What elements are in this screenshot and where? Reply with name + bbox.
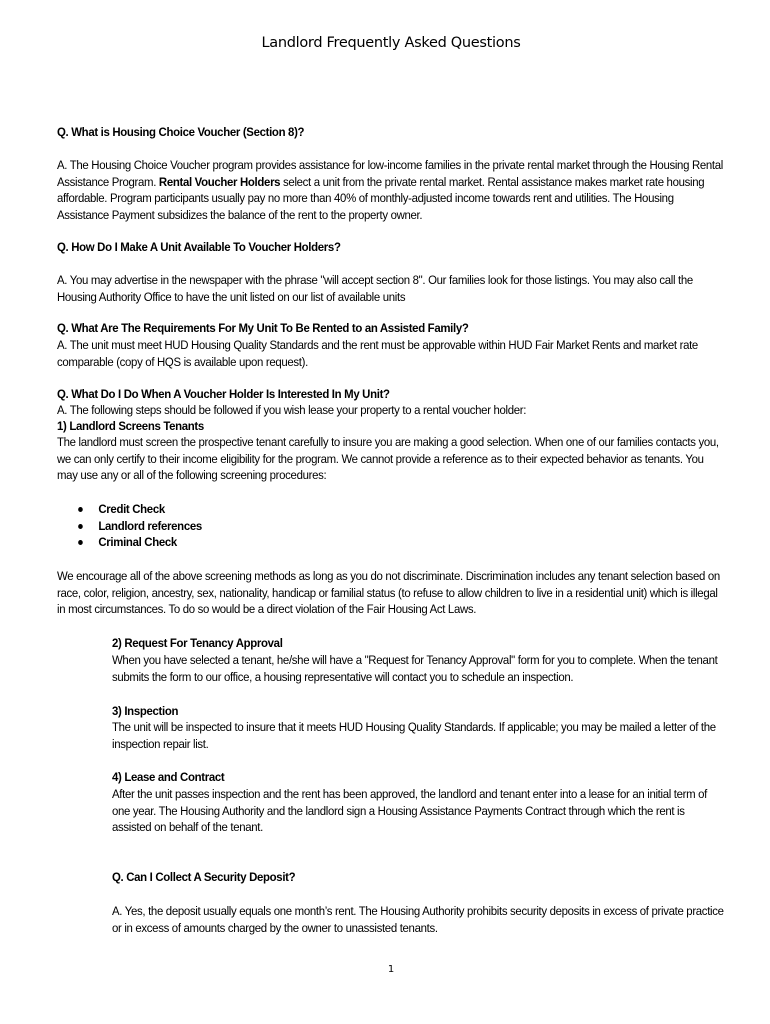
step4-heading: 4) Lease and Contract [112, 770, 225, 784]
list-item: Credit Check [57, 501, 725, 518]
q5-answer: A. Yes, the deposit usually equals one month’s rent. The Housing Authority prohibits security deposits in excess of private practice or in excess of amounts charged by the owner to unassisted tenants. [112, 904, 724, 935]
list-item: Landlord references [57, 518, 725, 535]
step3-text: The unit will be inspected to insure that it meets HUD Housing Quality Standards. If applicable; you may be mailed a letter of the inspection repair list. [112, 720, 716, 751]
step2-heading: 2) Request For Tenancy Approval [112, 636, 283, 650]
q4-answer-intro: A. The following steps should be followed if you wish lease your property to a rental voucher holder: [57, 403, 527, 417]
q4-question: Q. What Do I Do When A Voucher Holder Is Interested In My Unit? [57, 387, 390, 401]
encourage-paragraph: We encourage all of the above screening methods as long as you do not discriminate. Discrimination includes any tenant selection based on race, color, religion, ancestry, sex, nationality, handicap or familial status (to refuse to allow children to live in a residential unit) which is illegal in most circumstances. To do so would be a direct violation of the Fair Housing Act Laws. [57, 569, 720, 616]
step3-heading: 3) Inspection [112, 704, 179, 718]
rental-voucher-holders-term: Rental Voucher Holders [158, 174, 281, 189]
q2-answer: A. You may advertise in the newspaper with the phrase "will accept section 8". Our families look for those listings. You may also call the Housing Authority Office to have the unit listed on our list of available units [57, 273, 693, 304]
screening-list [57, 501, 725, 551]
q3-question: Q. What Are The Requirements For My Unit To Be Rented to an Assisted Family? [57, 321, 469, 335]
page-number: 1 [387, 964, 395, 975]
page-title: Landlord Frequently Asked Questions [261, 35, 521, 51]
q1-question: Q. What is Housing Choice Voucher (Section 8)? [57, 125, 305, 139]
q5-question: Q. Can I Collect A Security Deposit? [112, 870, 296, 884]
step1-text: The landlord must screen the prospective tenant carefully to insure you are making a good selection. When one of our families contacts you, we can only certify to their income eligibility for the program. We cannot provide a reference as to their expected behavior as tenants. You may use any or all of the following screening procedures: [57, 435, 719, 482]
q1-answer: A. The Housing Choice Voucher program provides assistance for low-income families in the private rental market through the Housing Rental Assistance Program. Rental Voucher Holders select a unit from the private rental market. Rental assistance makes market rate housing affordable. Program participants usually pay no more than 40% of monthly-adjusted income towards rent and utilities. The Housing Assistance Payment subsidizes the balance of the rent to the property owner. [57, 158, 723, 222]
q3-answer: A. The unit must meet HUD Housing Quality Standards and the rent must be approvable within HUD Fair Market Rents and market rate comparable (copy of HQS is available upon request). [57, 338, 698, 369]
q2-question: Q. How Do I Make A Unit Available To Voucher Holders? [57, 240, 341, 254]
step2-text: When you have selected a tenant, he/she will have a "Request for Tenancy Approval" form for you to complete. When the tenant submits the form to our office, a housing representative will contact you to schedule an inspection. [112, 653, 718, 684]
list-item: Criminal Check [57, 534, 725, 551]
step4-text: After the unit passes inspection and the rent has been approved, the landlord and tenant enter into a lease for an initial term of one year. The Housing Authority and the landlord sign a Housing Assistance Payments Contract through which the rent is assisted on behalf of the tenant. [112, 787, 708, 834]
step1-heading: 1) Landlord Screens Tenants [57, 419, 204, 433]
